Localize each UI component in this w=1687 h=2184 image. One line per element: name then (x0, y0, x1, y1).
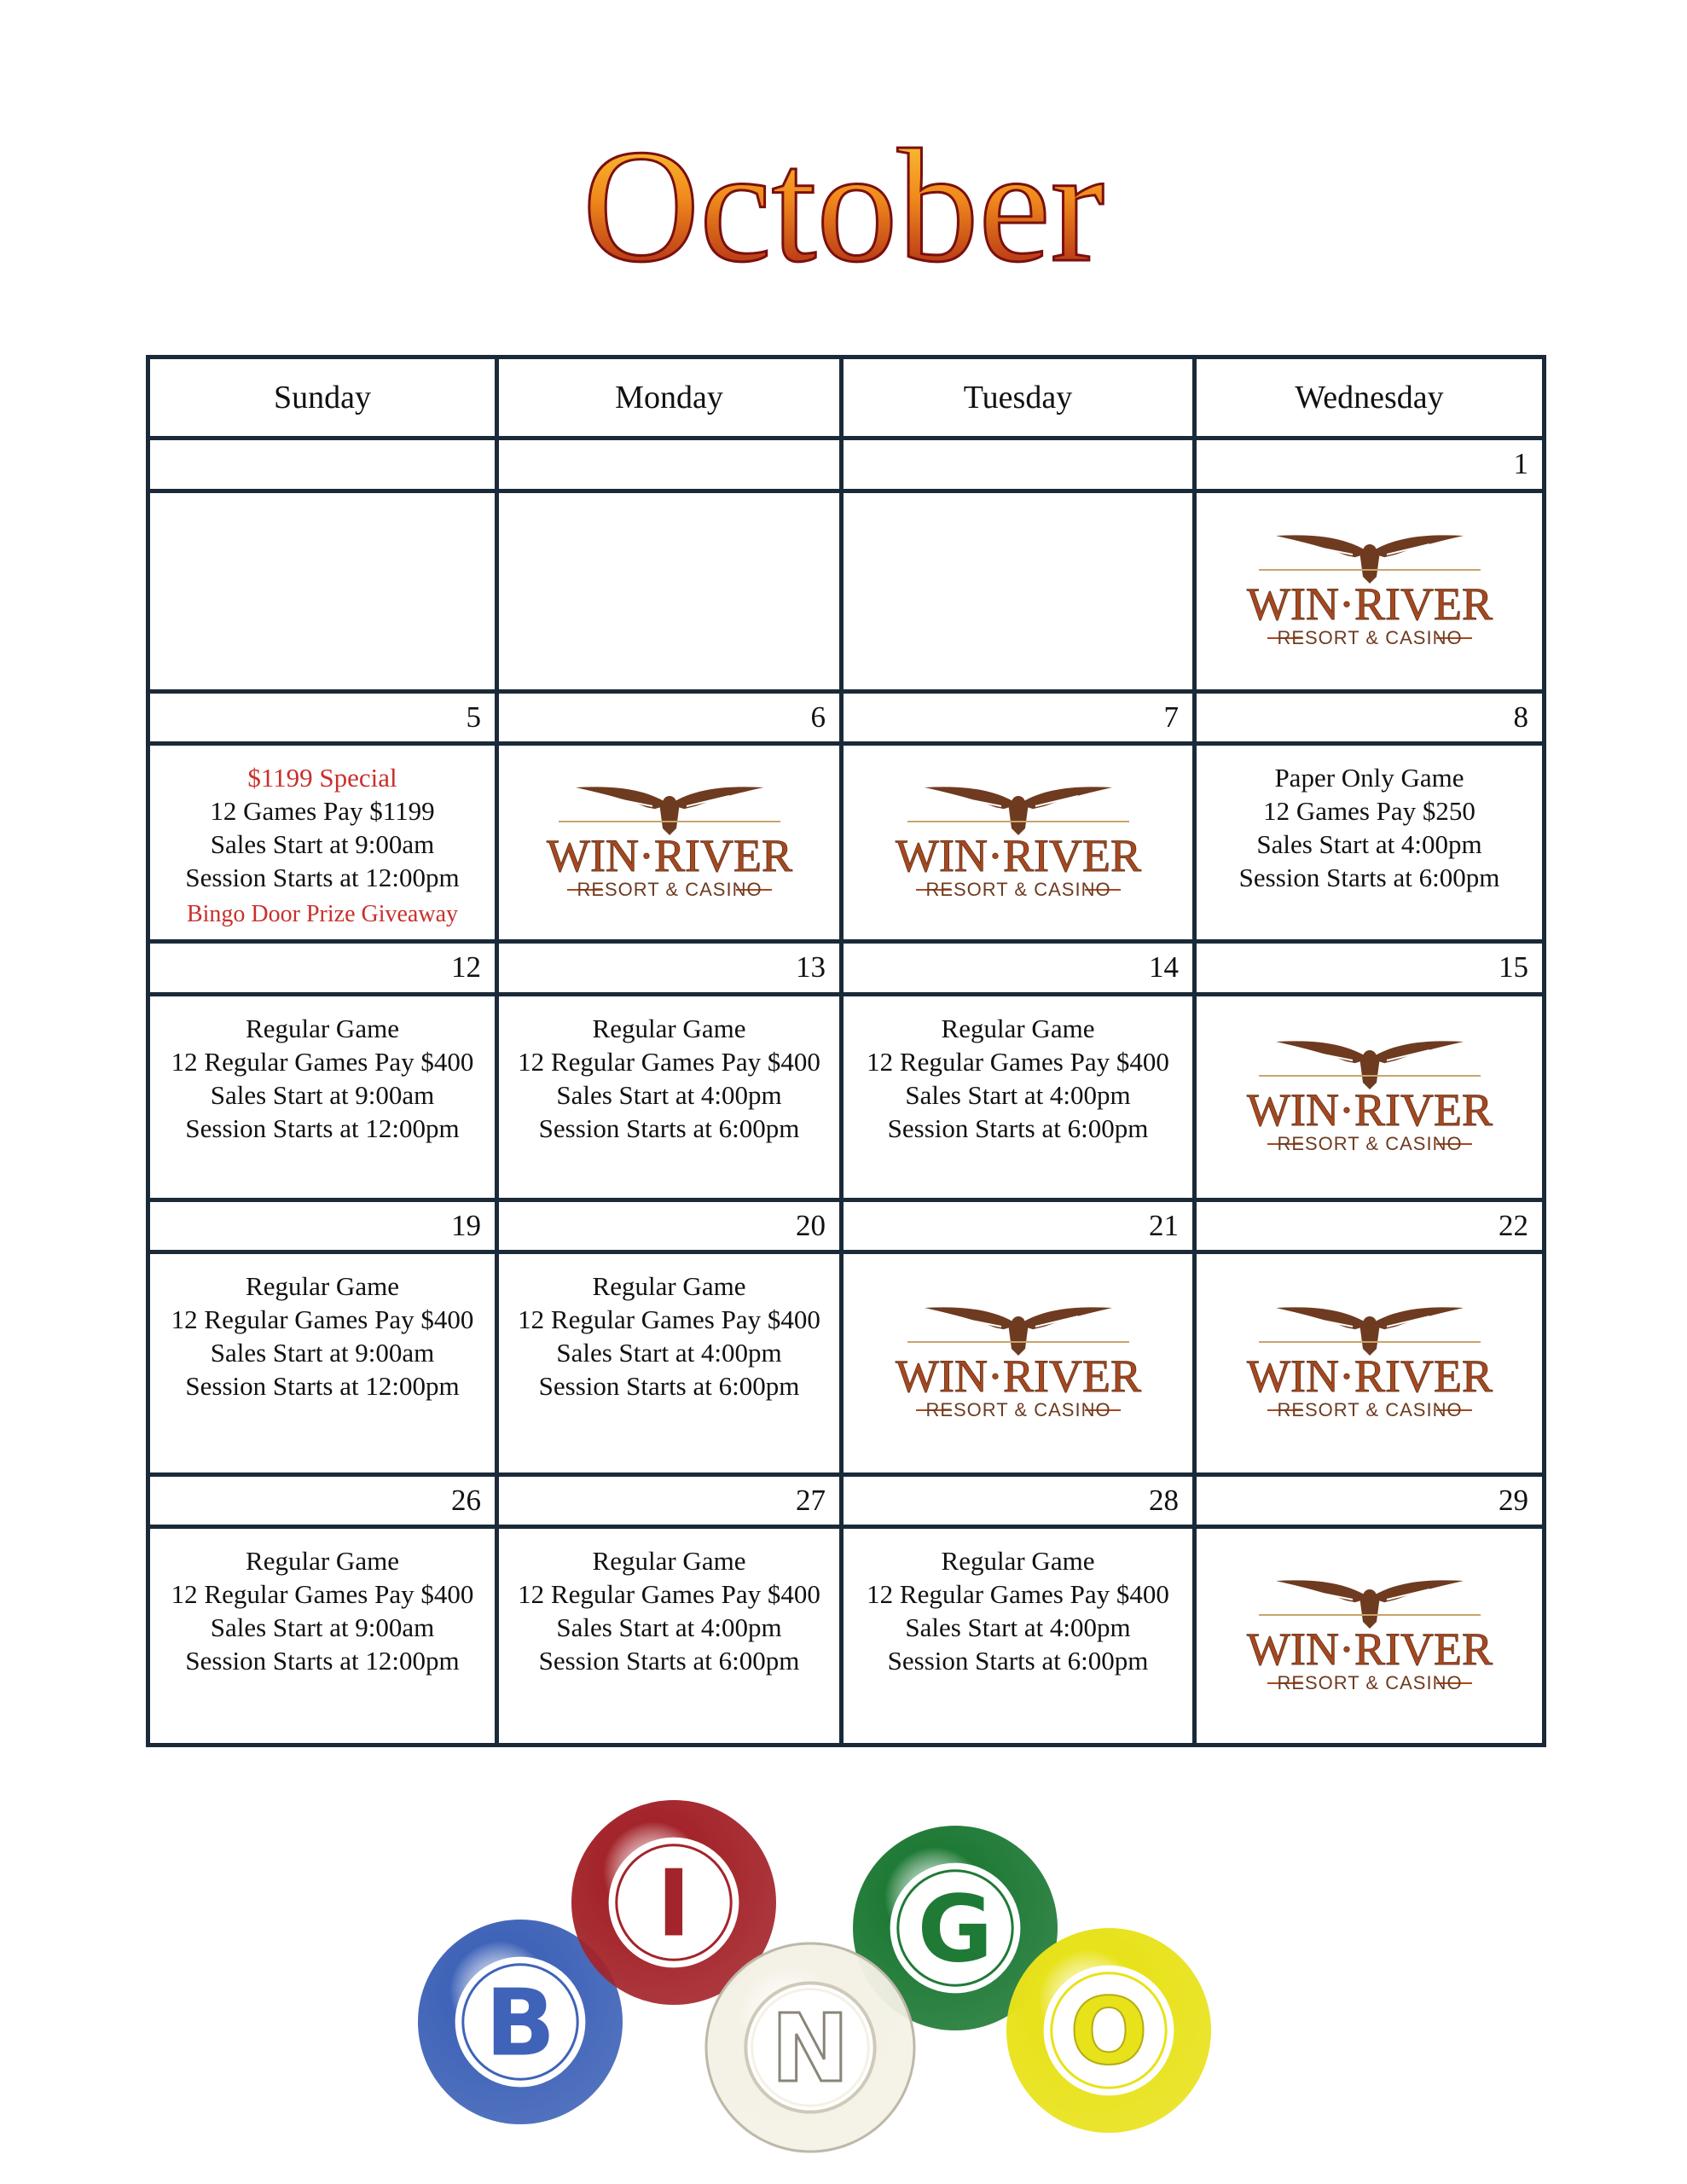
event-line: 12 Regular Games Pay $400 (518, 1046, 820, 1077)
date-number: 8 (1195, 691, 1545, 744)
event-line: 12 Regular Games Pay $400 (518, 1304, 820, 1335)
event-text (499, 1254, 839, 1403)
day-cell (148, 1527, 497, 1745)
day-cell (842, 491, 1195, 691)
eagle-icon (1276, 1580, 1464, 1629)
logo-wordmark: WIN·RIVER (1246, 578, 1493, 630)
event-text (844, 996, 1192, 1145)
event-line: Sales Start at 9:00am (210, 1079, 435, 1110)
day-cell (497, 744, 842, 942)
date-row (148, 691, 1545, 744)
bingo-ball-o (1006, 1928, 1211, 2133)
bingo-letter: O (1070, 1978, 1148, 2086)
date-number: 15 (1195, 942, 1545, 995)
event-line: 12 Regular Games Pay $400 (867, 1046, 1169, 1077)
win-river-logo (1225, 1291, 1515, 1436)
event-line: Regular Game (246, 1013, 399, 1043)
logo-wrap (1197, 493, 1542, 689)
weekday-header-row (148, 357, 1545, 439)
event-line: Regular Game (941, 1013, 1095, 1043)
event-row (148, 1527, 1545, 1745)
win-river-logo (525, 770, 815, 915)
event-line: Session Starts at 6:00pm (538, 1646, 800, 1676)
event-line: Session Starts at 12:00pm (185, 1112, 460, 1143)
bingo-letter: I (656, 1850, 692, 1958)
month-title-graphic (0, 102, 1687, 299)
logo-subtitle: RESORT & CASINO (1276, 1671, 1463, 1693)
event-text (499, 1529, 839, 1677)
event-row (148, 744, 1545, 942)
event-line: 12 Regular Games Pay $400 (171, 1304, 474, 1335)
day-cell (1195, 491, 1545, 691)
date-number (842, 439, 1195, 491)
eagle-icon (576, 787, 763, 835)
date-number: 5 (148, 691, 497, 744)
event-text (499, 996, 839, 1145)
event-line: Regular Game (592, 1546, 746, 1577)
date-number (497, 439, 842, 491)
date-row (148, 1474, 1545, 1527)
event-line: Regular Game (941, 1546, 1095, 1577)
date-number: 14 (842, 942, 1195, 995)
event-line: Regular Game (592, 1013, 746, 1043)
date-number: 13 (497, 942, 842, 995)
logo-subtitle: RESORT & CASINO (925, 878, 1111, 900)
month-title-text: October (583, 117, 1104, 296)
logo-wrap (499, 746, 839, 939)
day-cell (497, 491, 842, 691)
day-cell (148, 491, 497, 691)
bingo-letter: G (917, 1876, 994, 1984)
win-river-logo (873, 1291, 1163, 1436)
event-line: 12 Games Pay $1199 (210, 796, 435, 827)
event-line: Sales Start at 9:00am (210, 829, 435, 860)
event-line: Session Starts at 12:00pm (185, 863, 460, 893)
event-text (150, 1254, 495, 1403)
day-cell (148, 994, 497, 1199)
logo-wrap (1197, 996, 1542, 1198)
date-number (148, 439, 497, 491)
event-line: Regular Game (592, 1271, 746, 1302)
event-text (844, 1529, 1192, 1677)
event-line: Sales Start at 9:00am (210, 1612, 435, 1643)
logo-wordmark: WIN·RIVER (895, 829, 1141, 881)
date-number: 6 (497, 691, 842, 744)
event-text (150, 996, 495, 1145)
day-cell (1195, 1252, 1545, 1474)
logo-wrap (1197, 1254, 1542, 1472)
weekday-monday: Monday (497, 357, 842, 439)
logo-wordmark: WIN·RIVER (1246, 1350, 1493, 1402)
eagle-icon (925, 1307, 1112, 1356)
date-row (148, 439, 1545, 491)
date-row (148, 1199, 1545, 1252)
event-line: Sales Start at 4:00pm (556, 1079, 782, 1110)
event-line: Sales Start at 4:00pm (905, 1079, 1131, 1110)
date-number: 26 (148, 1474, 497, 1527)
event-special-header: $1199 Special (247, 763, 397, 793)
day-cell (148, 744, 497, 942)
logo-wordmark: WIN·RIVER (1246, 1623, 1493, 1675)
day-cell (1195, 1527, 1545, 1745)
date-number: 22 (1195, 1199, 1545, 1252)
date-number: 12 (148, 942, 497, 995)
day-cell (1195, 994, 1545, 1199)
event-line: Sales Start at 4:00pm (556, 1338, 782, 1368)
event-row (148, 1252, 1545, 1474)
win-river-logo (1225, 1025, 1515, 1170)
weekday-tuesday: Tuesday (842, 357, 1195, 439)
event-line: 12 Games Pay $250 (1263, 796, 1475, 827)
eagle-icon (1276, 1307, 1464, 1356)
eagle-icon (1276, 535, 1464, 584)
date-row (148, 942, 1545, 995)
event-line: Paper Only Game (1274, 763, 1464, 793)
logo-subtitle: RESORT & CASINO (576, 878, 762, 900)
event-text (150, 746, 495, 931)
eagle-icon (1276, 1041, 1464, 1089)
logo-wrap (1197, 1529, 1542, 1743)
weekday-sunday: Sunday (148, 357, 497, 439)
event-line: Sales Start at 4:00pm (1256, 829, 1482, 860)
event-line: Sales Start at 4:00pm (905, 1612, 1131, 1643)
event-line: Session Starts at 6:00pm (538, 1112, 800, 1143)
event-line: Sales Start at 4:00pm (556, 1612, 782, 1643)
event-line: Session Starts at 6:00pm (887, 1112, 1149, 1143)
event-line: 12 Regular Games Pay $400 (518, 1579, 820, 1610)
logo-wrap (844, 746, 1192, 939)
date-number: 7 (842, 691, 1195, 744)
bingo-letter: N (771, 1994, 849, 2104)
day-cell (1195, 744, 1545, 942)
event-line: Session Starts at 6:00pm (1238, 863, 1500, 893)
logo-subtitle: RESORT & CASINO (1276, 626, 1463, 648)
logo-subtitle: RESORT & CASINO (1276, 1132, 1463, 1154)
event-line: 12 Regular Games Pay $400 (171, 1579, 474, 1610)
event-line: Session Starts at 6:00pm (887, 1646, 1149, 1676)
logo-subtitle: RESORT & CASINO (1276, 1398, 1463, 1420)
date-number: 19 (148, 1199, 497, 1252)
eagle-icon (925, 787, 1112, 835)
day-cell (497, 1527, 842, 1745)
event-line: Session Starts at 12:00pm (185, 1646, 460, 1676)
win-river-logo (1225, 1564, 1515, 1709)
event-line: 12 Regular Games Pay $400 (867, 1579, 1169, 1610)
date-number: 20 (497, 1199, 842, 1252)
logo-wrap (844, 1254, 1192, 1472)
day-cell (148, 1252, 497, 1474)
day-cell (842, 994, 1195, 1199)
day-cell (842, 1527, 1195, 1745)
month-title (0, 102, 1687, 299)
event-line: 12 Regular Games Pay $400 (171, 1046, 474, 1077)
logo-wordmark: WIN·RIVER (546, 829, 792, 881)
bingo-letter: B (484, 1970, 556, 2077)
event-text (1197, 746, 1542, 894)
date-number: 28 (842, 1474, 1195, 1527)
win-river-logo (1225, 519, 1515, 664)
day-cell (842, 744, 1195, 942)
event-line: Session Starts at 6:00pm (538, 1371, 800, 1402)
event-footer: Bingo Door Prize Giveaway (186, 901, 459, 928)
logo-wordmark: WIN·RIVER (895, 1350, 1141, 1402)
event-row (148, 994, 1545, 1199)
date-number: 29 (1195, 1474, 1545, 1527)
calendar-grid (146, 355, 1546, 1747)
weekday-wednesday: Wednesday (1195, 357, 1545, 439)
event-line: Sales Start at 9:00am (210, 1338, 435, 1368)
logo-subtitle: RESORT & CASINO (925, 1398, 1111, 1420)
event-row (148, 491, 1545, 691)
logo-wordmark: WIN·RIVER (1246, 1083, 1493, 1136)
win-river-logo (873, 770, 1163, 915)
day-cell (842, 1252, 1195, 1474)
day-cell (497, 994, 842, 1199)
date-number: 27 (497, 1474, 842, 1527)
bingo-balls (401, 1766, 1271, 2158)
date-number: 1 (1195, 439, 1545, 491)
event-text (150, 1529, 495, 1677)
date-number: 21 (842, 1199, 1195, 1252)
bingo-ball-n (706, 1943, 914, 2152)
day-cell (497, 1252, 842, 1474)
event-line: Session Starts at 12:00pm (185, 1371, 460, 1402)
event-line: Regular Game (246, 1271, 399, 1302)
event-line: Regular Game (246, 1546, 399, 1577)
bingo-balls-graphic (401, 1766, 1271, 2158)
